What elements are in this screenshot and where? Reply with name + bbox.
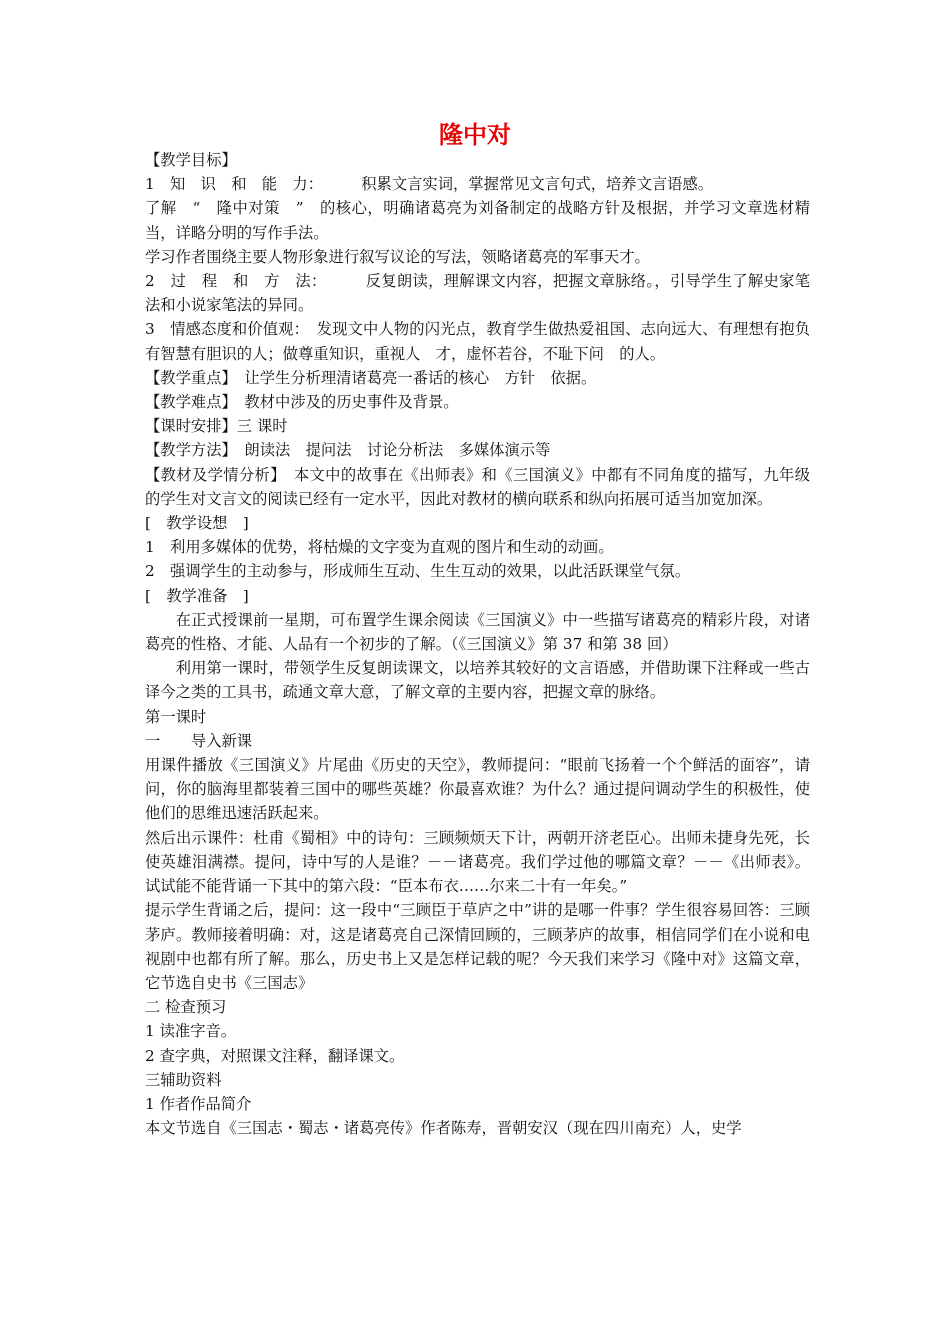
- material-analysis: 【教材及学情分析】 本文中的故事在《出师表》和《三国演义》中都有不同角度的描写，九年级的学生对文言文的阅读已经有一定水平，因此对教材的横向联系和纵向拓展可适当加宽加深。: [145, 465, 810, 508]
- design-item-1: 1 利用多媒体的优势，将枯燥的文字变为直观的图片和生动的动画。: [145, 538, 614, 557]
- lesson-one-heading: 第一课时: [145, 707, 207, 726]
- step-three-heading: 三辅助资料: [145, 1070, 222, 1089]
- objective-knowledge: 1 知 识 和 能 力： 积累文言实词，掌握常见文言句式，培养文言语感。: [145, 175, 714, 194]
- preparation-para-1: 在正式授课前一星期，可布置学生课余阅读《三国演义》中一些描写诸葛亮的精彩片段，对诸葛亮的性格、才能、人品有一个初步的了解。（《三国演义》第 37 和第 38 回）: [145, 610, 810, 654]
- key-point: 【教学重点】 让学生分析理清诸葛亮一番话的核心 方针 依据。: [145, 368, 597, 387]
- design-item-2: 2 强调学生的主动参与，形成师生互动、生生互动的效果，以此活跃课堂气氛。: [145, 562, 691, 581]
- objective-knowledge-detail: 了解 “ 隆中对策 ” 的核心，明确诸葛亮为刘备制定的战略方针及根据，并学习文章选材精当，详略分明的写作手法。: [145, 199, 810, 242]
- difficult-point: 【教学难点】 教材中涉及的历史事件及背景。: [145, 393, 459, 412]
- class-schedule: 【课时安排】三 课时: [145, 417, 288, 436]
- author-para: 本文节选自《三国志・蜀志・诸葛亮传》作者陈寿，晋朝安汉（现在四川南充）人，史学: [145, 1119, 742, 1138]
- teaching-method: 【教学方法】 朗读法 提问法 讨论分析法 多媒体演示等: [145, 441, 551, 460]
- document-body: [145, 148, 810, 1140]
- preview-item-2: 2 查字典，对照课文注释，翻译课文。: [145, 1046, 405, 1065]
- intro-para-3: 提示学生背诵之后，提问：这一段中“三顾臣于草庐之中”讲的是哪一件事？学生很容易回答：三顾茅庐。教师接着明确：对，这是诸葛亮自己深情回顾的，三顾茅庐的故事，相信同学们在小说和电视剧中也都有所了解。那么，历史书上又是怎样记载的呢？今天我们来学习《隆中对》这篇文章，它节选自史书《三国志》: [145, 901, 810, 992]
- objective-process: 2 过 程 和 方 法： 反复朗读，理解课文内容，把握文章脉络。，引导学生了解史家笔法和小说家笔法的异同。: [145, 272, 810, 315]
- intro-para-1: 用课件播放《三国演义》片尾曲《历史的天空》，教师提问：“眼前飞扬着一个个鲜活的面容”，请问，你的脑海里都装着三国中的哪些英雄？你最喜欢谁？为什么？通过提问调动学生的积极性，使他们的思维迅速活跃起来。: [145, 756, 810, 823]
- objective-emotion: 3 情感态度和价值观： 发现文中人物的闪光点，教育学生做热爱祖国、志向远大、有理想有抱负有智慧有胆识的人；做尊重知识，重视人 才，虚怀若谷，不耻下问 的人。: [145, 320, 810, 363]
- intro-para-2: 然后出示课件：杜甫《蜀相》中的诗句：三顾频烦天下计，两朝开济老臣心。出师未捷身先死，长使英雄泪满襟。提问，诗中写的人是谁？－－诸葛亮。我们学过他的哪篇文章？－－《出师表》。试试能不能背诵一下其中的第六段：“臣本布衣……尔来二十有一年矣。”: [145, 828, 810, 896]
- preview-item-1: 1 读准字音。: [145, 1022, 237, 1041]
- preparation-para-2: 利用第一课时，带领学生反复朗读课文，以培养其较好的文言语感，并借助课下注释或一些古译今之类的工具书，疏通文章大意，了解文章的主要内容，把握文章的脉络。: [145, 659, 810, 702]
- step-one-heading: 一 导入新课: [145, 731, 253, 750]
- author-heading: 1 作者作品简介: [145, 1094, 252, 1113]
- section-heading-design: [ 教学设想 ]: [145, 514, 249, 533]
- objective-knowledge-detail-2: 学习作者围绕主要人物形象进行叙写议论的写法，领略诸葛亮的军事天才。: [145, 247, 650, 266]
- section-heading-objectives: 【教学目标】: [145, 151, 237, 169]
- page-title: 隆中对: [439, 121, 511, 149]
- step-two-heading: 二 检查预习: [145, 998, 227, 1017]
- section-heading-preparation: [ 教学准备 ]: [145, 586, 249, 605]
